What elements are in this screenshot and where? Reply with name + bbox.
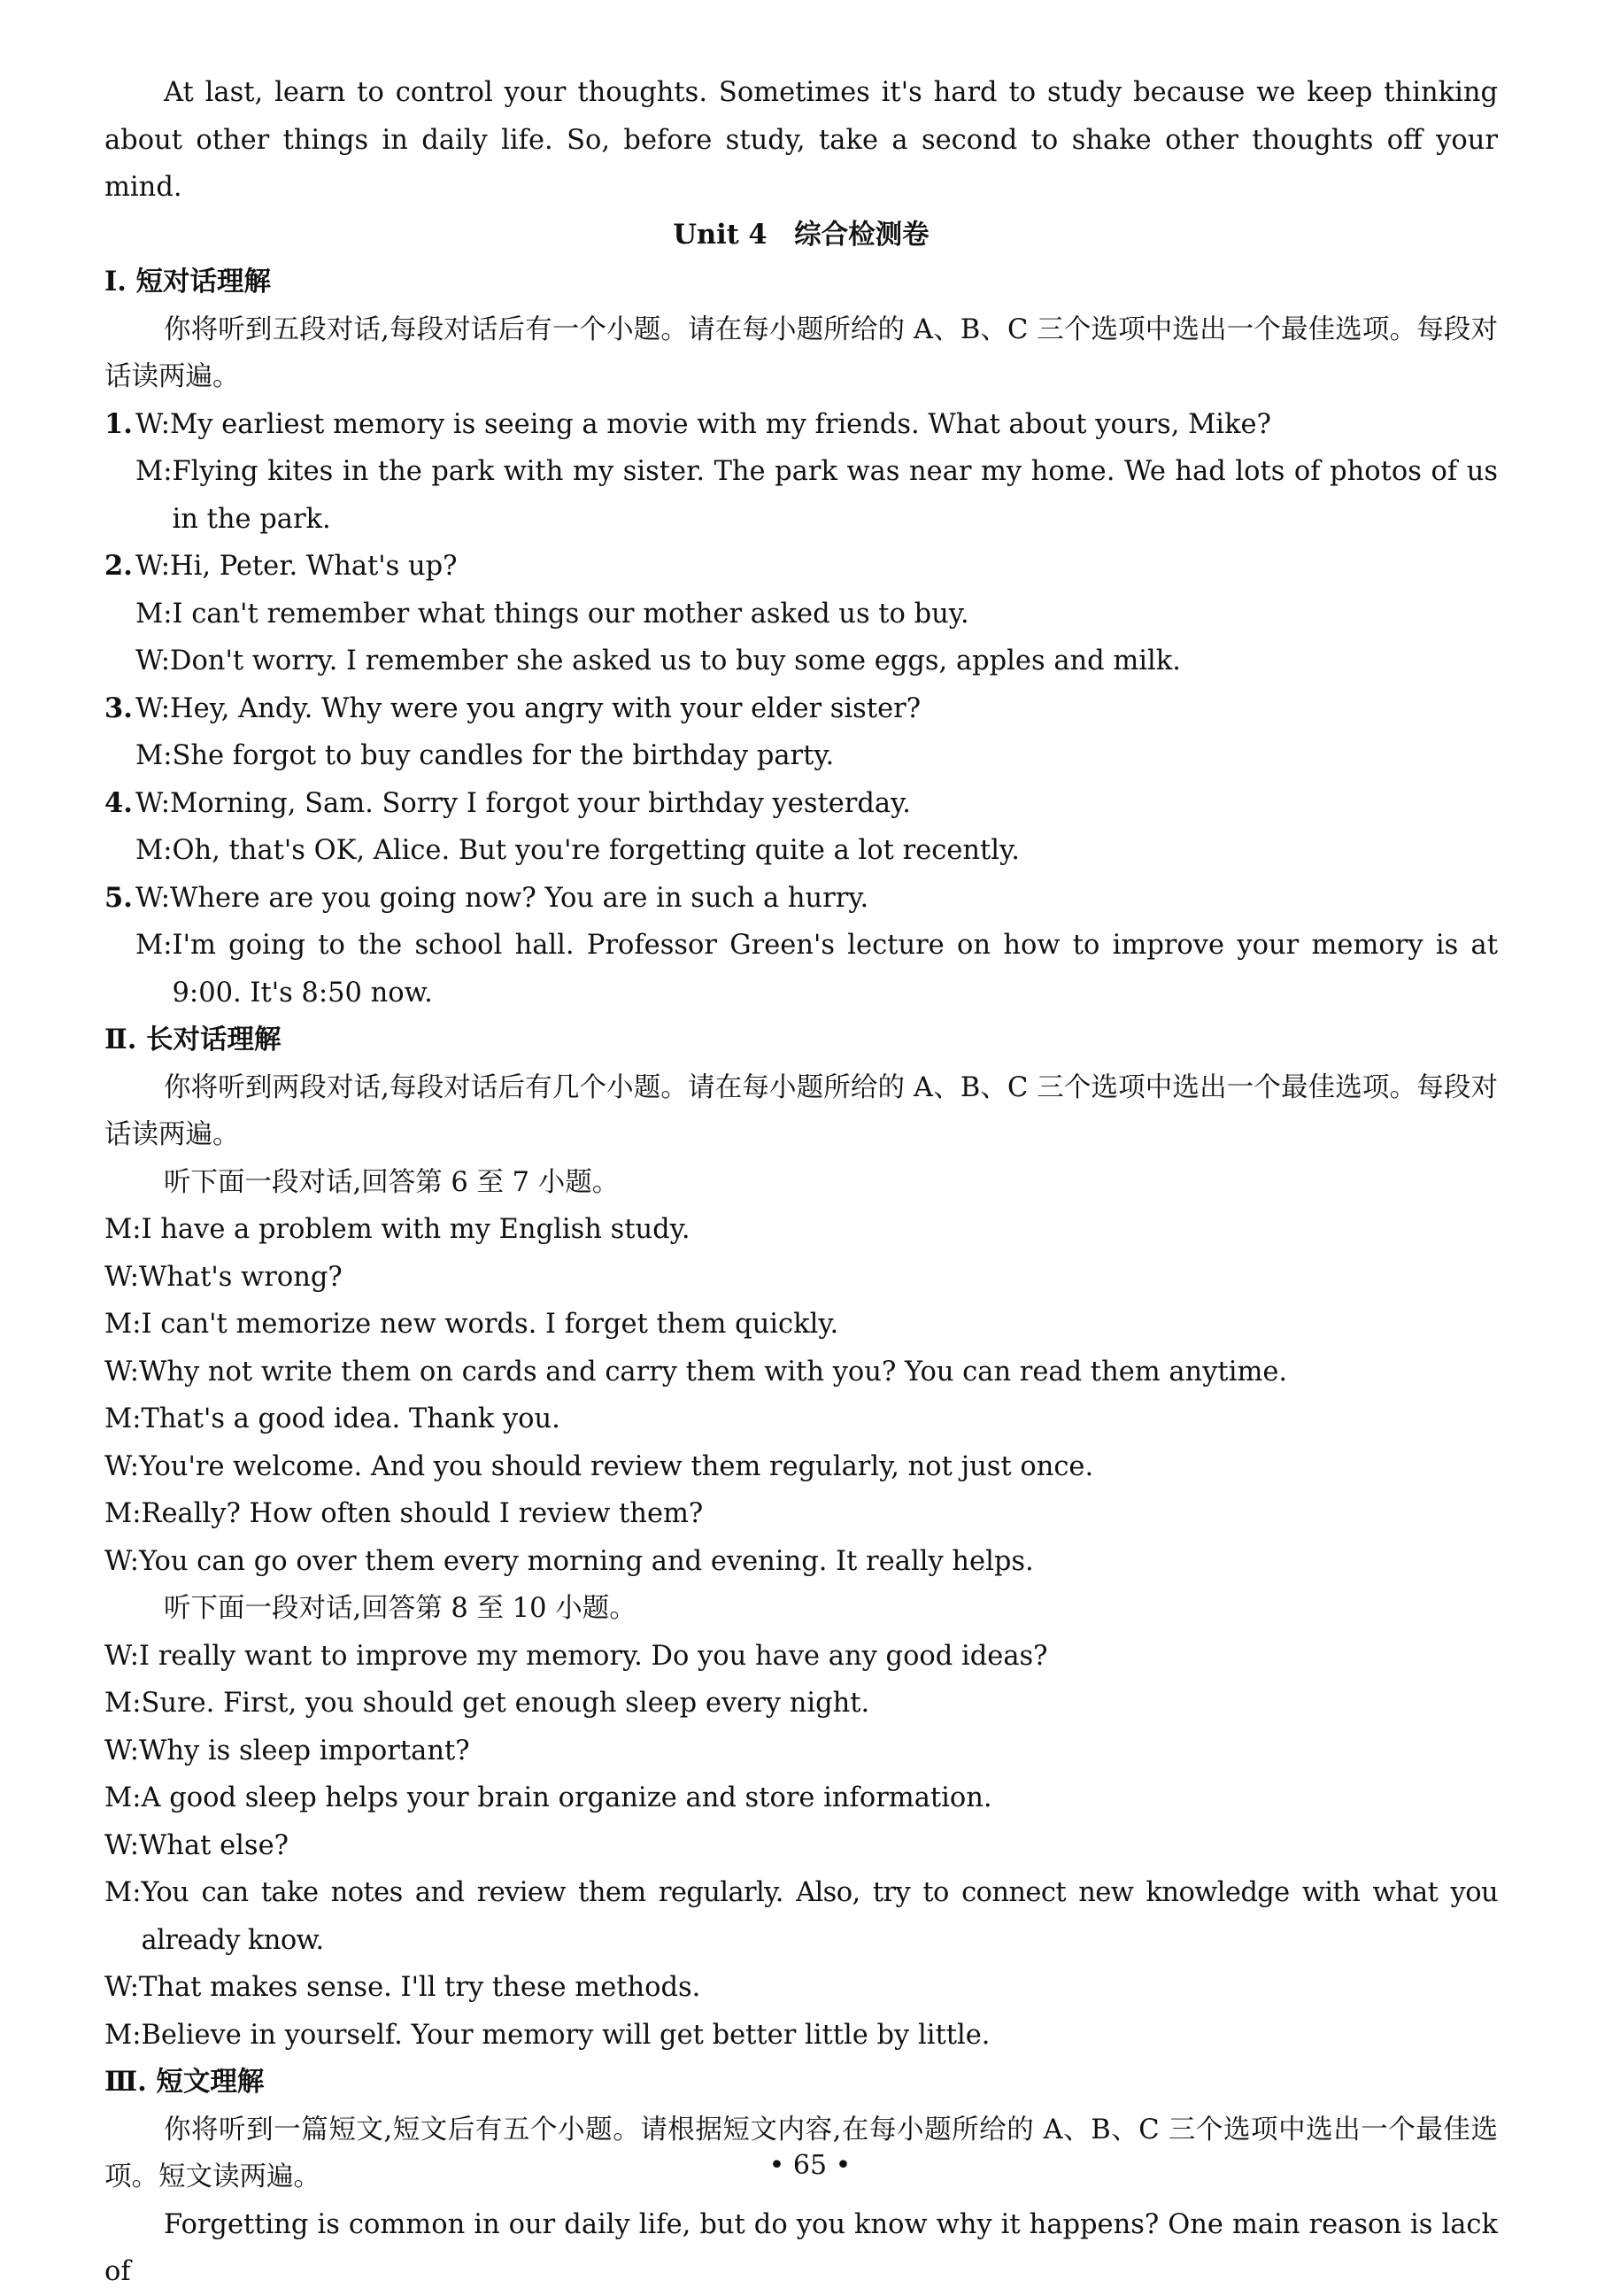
speaker: W: [104,1356,139,1388]
speaker: M: [104,1688,142,1719]
speaker: W: [104,1261,139,1293]
dialogue-line: I can't memorize new words. I forget them quickly. [141,1309,839,1340]
section-3-instruction: 你将听到一篇短文,短文后有五个小题。请根据短文内容,在每小题所给的 A、B、C 三个选项中选出一个最佳选项。短文读两遍。 [104,2114,1498,2192]
speaker: W: [135,882,170,914]
long-dialogue-a [104,1206,1498,1585]
dialogue-line: You can take notes and review them regularly. Also, try to connect new knowledge with what you already know. [141,1877,1498,1956]
speaker: M: [135,740,173,771]
dialogue-line: That makes sense. I'll try these methods. [138,1972,701,2003]
speaker: W: [104,1735,139,1766]
speaker: W: [135,551,170,582]
question-number: 2. [104,550,133,582]
speaker: M: [104,1403,142,1434]
dialogue-line: Why not write them on cards and carry them with you? You can read them anytime. [138,1356,1288,1388]
dialogue-line: Don't worry. I remember she asked us to buy some eggs, apples and milk. [169,646,1181,676]
speaker: W: [135,646,170,676]
dialogue-1 [104,401,1498,544]
dialogue-3 [104,685,1498,780]
speaker: W: [104,1640,139,1672]
dialogue-line: My earliest memory is seeing a movie with my friends. What about yours, Mike? [169,408,1271,440]
dialogue-4 [104,780,1498,875]
section-2-heading: Ⅱ. 长对话理解 [104,1024,282,1055]
dialogue-line: You're welcome. And you should review them regularly, not just once. [138,1450,1094,1482]
dialogue-line: Believe in yourself. Your memory will get better little by little. [141,2019,991,2051]
speaker: M: [104,2019,142,2051]
dialogue-b-intro: 听下面一段对话,回答第 8 至 10 小题。 [164,1593,636,1624]
speaker: W: [104,1829,139,1861]
dialogue-line: A good sleep helps your brain organize and store information. [141,1782,992,1813]
dialogue-line: She forgot to buy candles for the birthday party. [172,740,835,771]
speaker: W: [104,1972,139,2003]
dialogue-line: Where are you going now? You are in such a hurry. [169,882,869,914]
dialogue-line: I can't remember what things our mother asked us to buy. [172,598,969,630]
dialogue-line: Oh, that's OK, Alice. But you're forgetting quite a lot recently. [172,835,1020,866]
dialogue-2 [104,543,1498,685]
question-number: 4. [104,786,133,819]
dialogue-line: Hi, Peter. What's up? [169,551,458,582]
dialogue-line: What's wrong? [138,1261,343,1293]
speaker: M: [135,456,173,487]
section-1-instruction: 你将听到五段对话,每段对话后有一个小题。请在每小题所给的 A、B、C 三个选项中选出一个最佳选项。每段对话读两遍。 [104,313,1498,392]
page-content [104,69,1498,2296]
long-dialogue-b [104,1633,1498,2060]
question-number: 3. [104,692,133,724]
speaker: M: [135,930,173,961]
dialogue-line: Flying kites in the park with my sister. The park was near my home. We had lots of photos of us in the park. [172,456,1498,535]
dialogue-line: Really? How often should I review them? [141,1498,704,1529]
speaker: M: [135,598,173,630]
dialogue-5 [104,875,1498,1017]
dialogue-line: I have a problem with my English study. [141,1214,690,1245]
dialogue-line: What else? [138,1829,289,1861]
speaker: M: [104,1498,142,1529]
speaker: W: [135,787,170,819]
speaker: M: [104,1877,142,1908]
speaker: M: [135,835,173,866]
section-2-instruction: 你将听到两段对话,每段对话后有几个小题。请在每小题所给的 A、B、C 三个选项中选出一个最佳选项。每段对话读两遍。 [104,1071,1498,1150]
dialogue-line: Morning, Sam. Sorry I forgot your birthday yesterday. [169,787,911,819]
dialogue-a-intro: 听下面一段对话,回答第 6 至 7 小题。 [164,1166,620,1198]
intro-paragraph: At last, learn to control your thoughts. Sometimes it's hard to study because we keep thinking about other things in daily life. So, before study, take a second to shake other thoughts off your mind. [104,77,1498,203]
speaker: W: [135,408,170,440]
dialogue-line: Why is sleep important? [138,1735,470,1766]
section-3-passage: Forgetting is common in our daily life, but do you know why it happens? One main reason is lack of [104,2208,1498,2287]
unit-title: Unit 4 综合检测卷 [673,218,930,251]
dialogue-line: That's a good idea. Thank you. [141,1403,560,1434]
speaker: M: [104,1782,142,1813]
speaker: M: [104,1214,142,1245]
speaker: W: [104,1545,139,1577]
section-3-heading: Ⅲ. 短文理解 [104,2066,265,2098]
page-number: • 65 • [768,2150,852,2181]
speaker: M: [104,1309,142,1340]
dialogue-line: Sure. First, you should get enough sleep every night. [141,1688,870,1719]
dialogue-line: You can go over them every morning and evening. It really helps. [138,1545,1034,1577]
dialogue-line: I really want to improve my memory. Do you have any good ideas? [138,1640,1048,1672]
question-number: 1. [104,407,133,440]
speaker: W: [104,1450,139,1482]
dialogue-line: Hey, Andy. Why were you angry with your elder sister? [169,692,922,724]
section-1-heading: Ⅰ. 短对话理解 [104,266,272,298]
dialogue-line: I'm going to the school hall. Professor Green's lecture on how to improve your memory is at 9:00. It's 8:50 now. [172,930,1498,1009]
question-number: 5. [104,881,133,914]
speaker: W: [135,692,170,724]
